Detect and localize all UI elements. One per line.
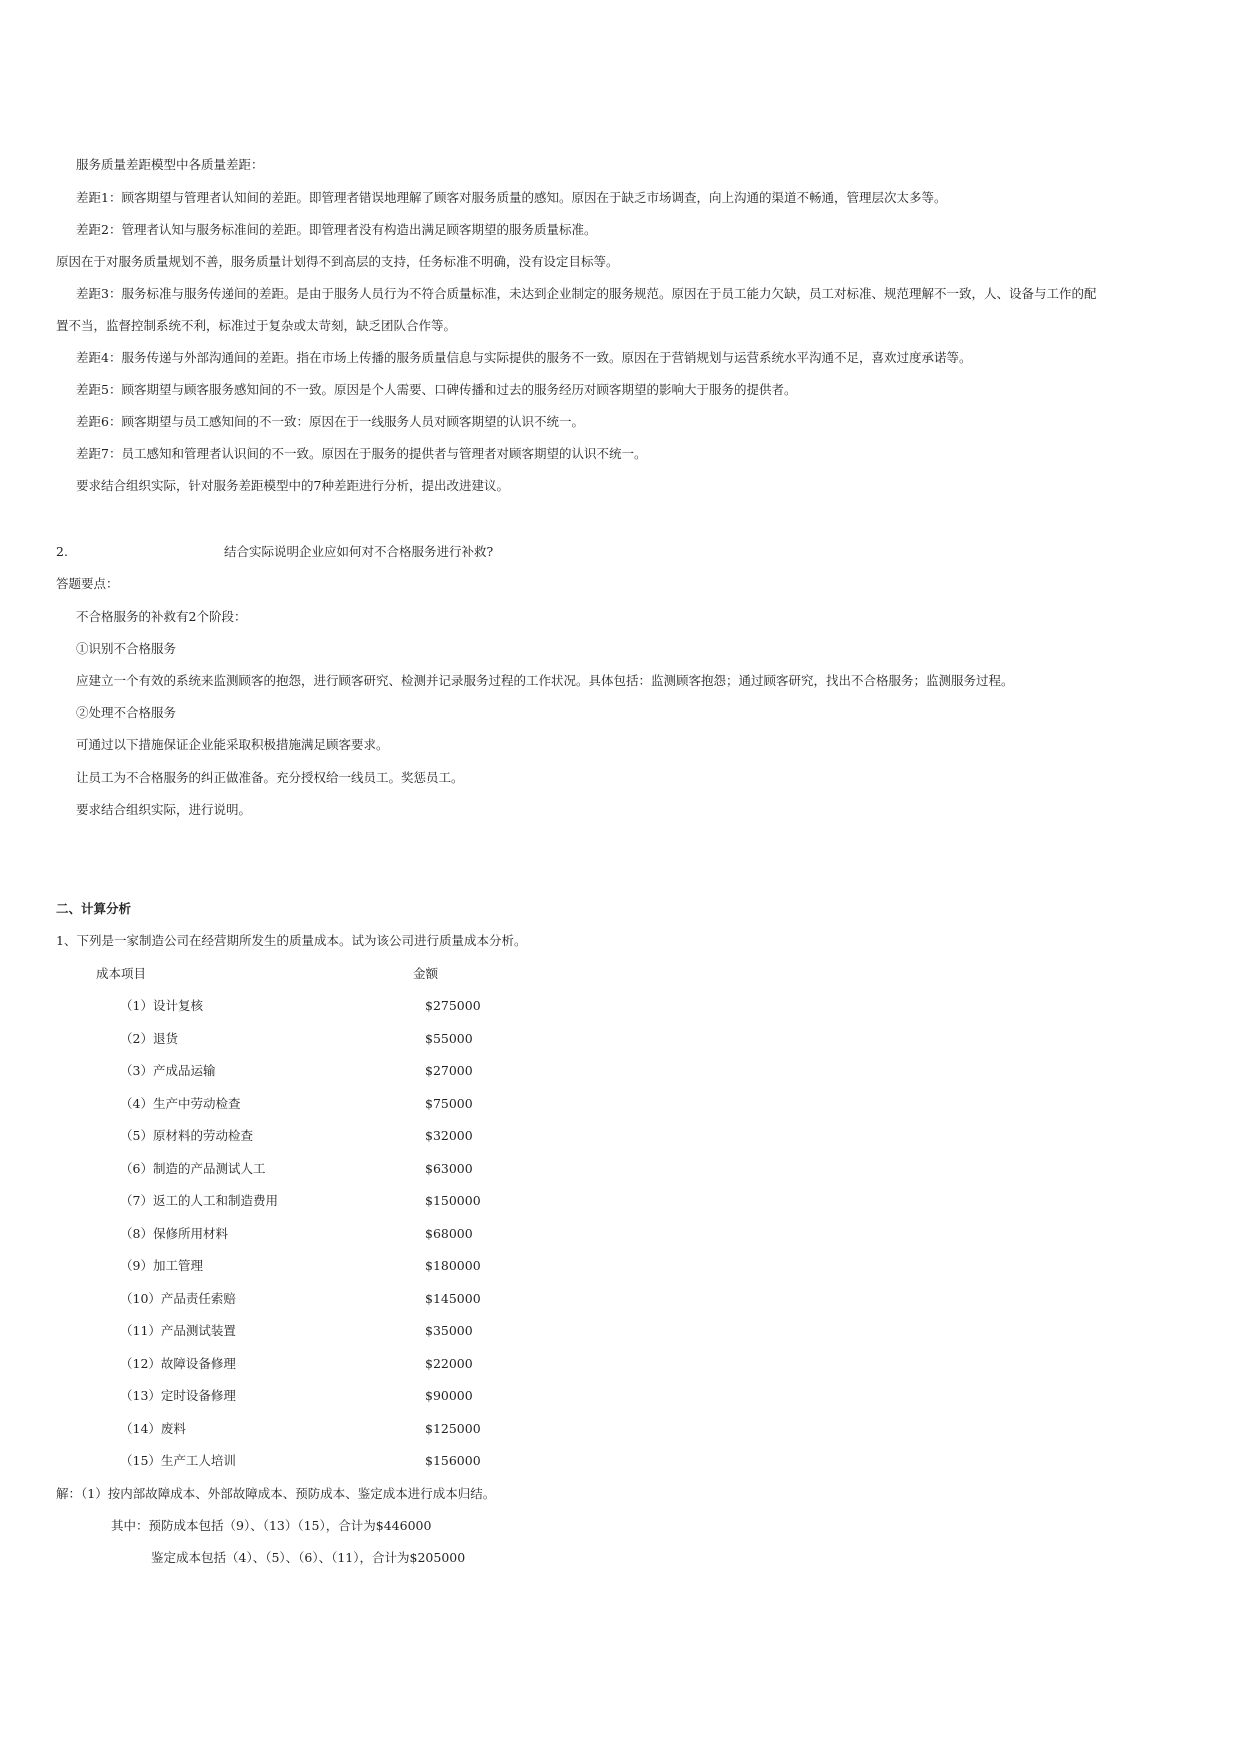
cost-amount: $27000	[425, 1063, 473, 1078]
appraisal-cost-summary: 鉴定成本包括（4）、（5）、（6）、（11），合计为$205000	[151, 1550, 466, 1565]
gap-model-intro: 服务质量差距模型中各质量差距：	[76, 157, 264, 172]
cost-item: （7）返工的人工和制造费用	[120, 1193, 278, 1208]
gap-3: 差距3：服务标准与服务传递间的差距。是由于服务人员行为不符合质量标准，未达到企业制定的服务规范。原因在于员工能力欠缺，员工对标准、规范理解不一致，人、设备与工作的配	[76, 286, 1097, 301]
column-header-amount: 金额	[413, 966, 439, 981]
calc-question-1: 1、下列是一家制造公司在经营期所发生的质量成本。试为该公司进行质量成本分析。	[56, 933, 527, 948]
cost-item: （6）制造的产品测试人工	[120, 1161, 266, 1176]
cost-amount: $35000	[425, 1323, 473, 1338]
cost-amount: $63000	[425, 1161, 473, 1176]
cost-amount: $68000	[425, 1226, 473, 1241]
question-2-number: 2.	[56, 544, 68, 559]
gap-6: 差距6：顾客期望与员工感知间的不一致：原因在于一线服务人员对顾客期望的认识不统一。	[76, 414, 584, 429]
cost-amount: $32000	[425, 1128, 473, 1143]
section-heading: 二、计算分析	[56, 901, 132, 916]
remedy-stages: 不合格服务的补救有2个阶段：	[76, 609, 247, 624]
answer-key-points: 答题要点：	[56, 576, 119, 591]
cost-amount: $22000	[425, 1356, 473, 1371]
cost-amount: $145000	[425, 1291, 481, 1306]
cost-item: （3）产成品运输	[120, 1063, 216, 1078]
cost-amount: $150000	[425, 1193, 481, 1208]
gap-1: 差距1：顾客期望与管理者认知间的差距。即管理者错误地理解了顾客对服务质量的感知。原因在于缺乏市场调查，向上沟通的渠道不畅通，管理层次太多等。	[76, 190, 947, 205]
gap-requirement: 要求结合组织实际，针对服务差距模型中的7种差距进行分析，提出改进建议。	[76, 478, 509, 493]
gap-2: 差距2：管理者认知与服务标准间的差距。即管理者没有构造出满足顾客期望的服务质量标准。	[76, 222, 597, 237]
solution-step-1: 解：（1）按内部故障成本、外部故障成本、预防成本、鉴定成本进行成本归结。	[56, 1486, 496, 1501]
gap-3-continued: 置不当，监督控制系统不利，标准过于复杂或太苛刻，缺乏团队合作等。	[56, 318, 457, 333]
cost-amount: $55000	[425, 1031, 473, 1046]
cost-item: （12）故障设备修理	[120, 1356, 236, 1371]
cost-item: （14）废料	[120, 1421, 186, 1436]
stage-1-title: ①识别不合格服务	[76, 641, 177, 656]
gap-5: 差距5：顾客期望与顾客服务感知间的不一致。原因是个人需要、口碑传播和过去的服务经历对顾客期望的影响大于服务的提供者。	[76, 382, 797, 397]
cost-amount: $125000	[425, 1421, 481, 1436]
cost-item: （8）保修所用材料	[120, 1226, 228, 1241]
stage-2-title: ②处理不合格服务	[76, 705, 177, 720]
gap-4: 差距4：服务传递与外部沟通间的差距。指在市场上传播的服务质量信息与实际提供的服务不一致。原因在于营销规划与运营系统水平沟通不足，喜欢过度承诺等。	[76, 350, 972, 365]
cost-amount: $156000	[425, 1453, 481, 1468]
gap-7: 差距7：员工感知和管理者认识间的不一致。原因在于服务的提供者与管理者对顾客期望的认识不统一。	[76, 446, 647, 461]
question-2-requirement: 要求结合组织实际，进行说明。	[76, 802, 252, 817]
cost-amount: $180000	[425, 1258, 481, 1273]
cost-item: （5）原材料的劳动检查	[120, 1128, 253, 1143]
cost-amount: $75000	[425, 1096, 473, 1111]
stage-1-detail: 应建立一个有效的系统来监测顾客的抱怨，进行顾客研究、检测并记录服务过程的工作状况。具体包括：监测顾客抱怨；通过顾客研究，找出不合格服务；监测服务过程。	[76, 673, 1014, 688]
cost-amount: $90000	[425, 1388, 473, 1403]
column-header-item: 成本项目	[96, 966, 147, 981]
cost-item: （11）产品测试装置	[120, 1323, 236, 1338]
cost-amount: $275000	[425, 998, 481, 1013]
prevention-cost-summary: 其中：预防成本包括（9）、（13）（15），合计为$446000	[111, 1518, 432, 1533]
cost-item: （4）生产中劳动检查	[120, 1096, 241, 1111]
gap-2-cause: 原因在于对服务质量规划不善，服务质量计划得不到高层的支持，任务标准不明确，没有设定目标等。	[56, 254, 619, 269]
cost-item: （10）产品责任索赔	[120, 1291, 236, 1306]
cost-item: （1）设计复核	[120, 998, 203, 1013]
cost-item: （13）定时设备修理	[120, 1388, 236, 1403]
cost-item: （9）加工管理	[120, 1258, 203, 1273]
stage-2-detail-2: 让员工为不合格服务的纠正做准备。充分授权给一线员工。奖惩员工。	[76, 770, 464, 785]
question-2-text: 结合实际说明企业应如何对不合格服务进行补救?	[224, 544, 494, 559]
cost-item: （2）退货	[120, 1031, 178, 1046]
cost-item: （15）生产工人培训	[120, 1453, 236, 1468]
stage-2-detail-1: 可通过以下措施保证企业能采取积极措施满足顾客要求。	[76, 737, 389, 752]
